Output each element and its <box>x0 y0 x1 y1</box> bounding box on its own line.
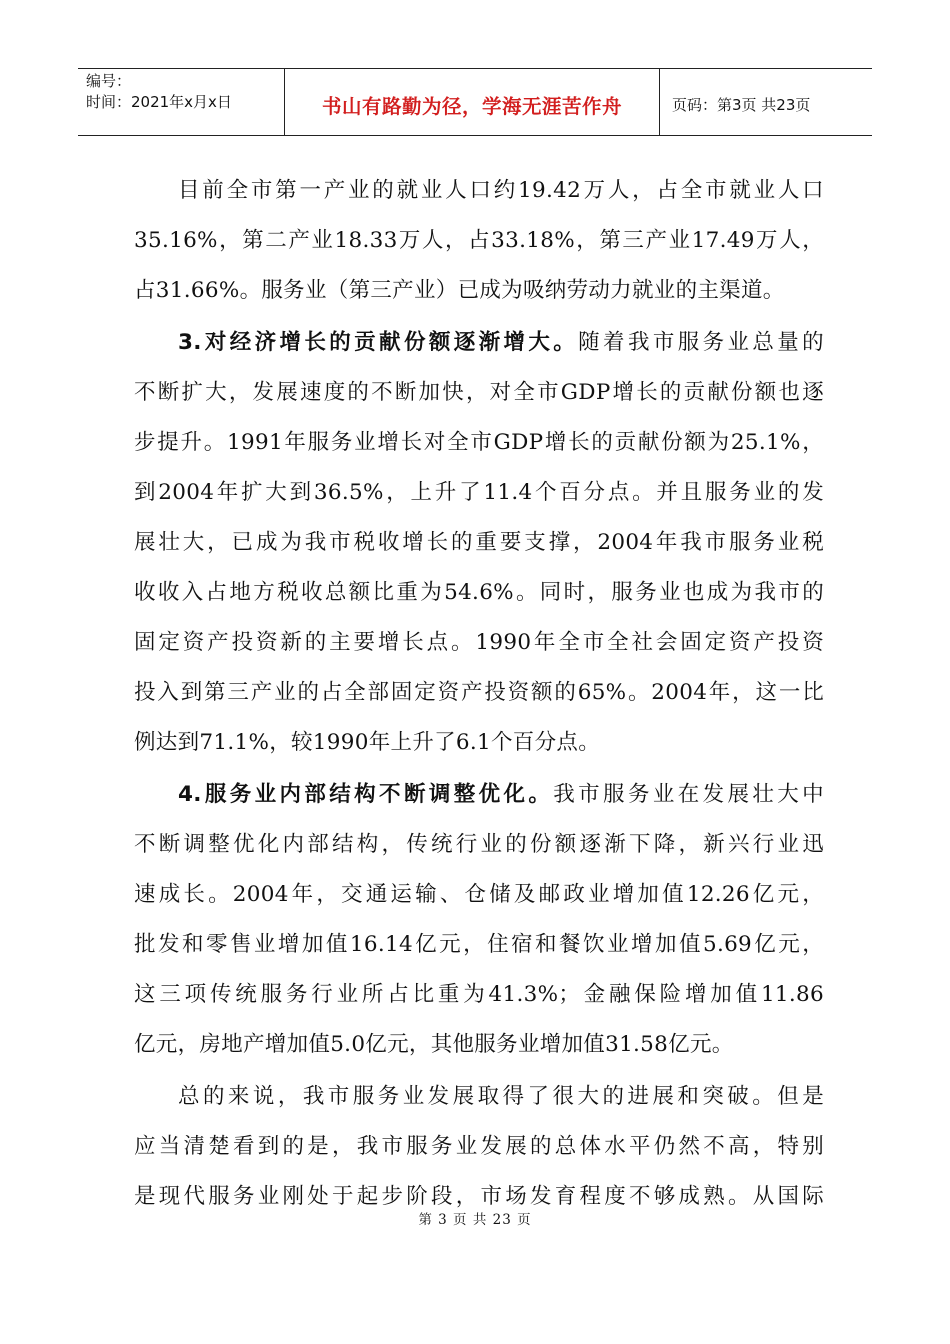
header-meta <box>78 69 284 135</box>
paragraph-line: 应当清楚看到的是，我市服务业发展的总体水平仍然不高，特别 <box>134 1134 824 1159</box>
page-footer: 第 3 页 共 23 页 <box>418 1212 532 1228</box>
paragraph-line: 是现代服务业刚处于起步阶段，市场发育程度不够成熟。从国际 <box>134 1184 824 1209</box>
paragraph-line: 步提升。1991年服务业增长对全市GDP增长的贡献份额为25.1%， <box>134 430 824 455</box>
page-header <box>78 68 872 136</box>
paragraph-line: 批发和零售业增加值16.14亿元，住宿和餐饮业增加值5.69亿元， <box>134 932 824 957</box>
paragraph-line: 固定资产投资新的主要增长点。1990年全市全社会固定资产投资 <box>134 630 824 655</box>
heading-line-rest: 随着我市服务业总量的 <box>578 330 824 355</box>
header-motto-cell <box>284 69 660 135</box>
paragraph-heading-line <box>134 318 824 368</box>
paragraph-line: 展壮大，已成为我市税收增长的重要支撑，2004年我市服务业税 <box>134 530 824 555</box>
paragraph-line: 速成长。2004年，交通运输、仓储及邮政业增加值12.26亿元， <box>134 882 824 907</box>
paragraph-line: 不断调整优化内部结构，传统行业的份额逐渐下降，新兴行业迅 <box>134 832 824 857</box>
section-heading-4: 4.服务业内部结构不断调整优化。 <box>178 782 554 807</box>
document-number-label: 编号： <box>86 72 132 90</box>
heading-line-rest: 我市服务业在发展壮大中 <box>553 782 824 807</box>
paragraph-line: 到2004年扩大到36.5%，上升了11.4个百分点。并且服务业的发 <box>134 480 824 505</box>
header-motto: 书山有路勤为径，学海无涯苦作舟 <box>321 95 622 118</box>
paragraph-line: 目前全市第一产业的就业人口约19.42万人，占全市就业人口 <box>178 178 824 203</box>
body-text <box>134 166 824 1222</box>
header-page-info: 页码：第3页 共23页 <box>672 95 811 114</box>
document-time-label: 时间：2021年x月x日 <box>86 93 232 111</box>
paragraph-line: 不断扩大，发展速度的不断加快，对全市GDP增长的贡献份额也逐 <box>134 380 824 405</box>
paragraph-heading-line <box>134 770 824 820</box>
header-page-info-cell <box>660 69 872 135</box>
section-heading-3: 3.对经济增长的贡献份额逐渐增大。 <box>178 330 579 355</box>
paragraph-line: 收收入占地方税收总额比重为54.6%。同时，服务业也成为我市的 <box>134 580 824 605</box>
paragraph-line: 这三项传统服务行业所占比重为41.3%；金融保险增加值11.86 <box>134 982 824 1007</box>
paragraph-line: 投入到第三产业的占全部固定资产投资额的65%。2004年，这一比 <box>134 680 824 705</box>
paragraph-line: 总的来说，我市服务业发展取得了很大的进展和突破。但是 <box>178 1084 824 1109</box>
paragraph-line: 例达到71.1%，较1990年上升了6.1个百分点。 <box>134 730 601 755</box>
paragraph-line: 35.16%，第二产业18.33万人，占33.18%，第三产业17.49万人， <box>134 228 824 253</box>
paragraph-line: 占31.66%。服务业（第三产业）已成为吸纳劳动力就业的主渠道。 <box>134 278 785 303</box>
paragraph-line: 亿元，房地产增加值5.0亿元，其他服务业增加值31.58亿元。 <box>134 1032 734 1057</box>
